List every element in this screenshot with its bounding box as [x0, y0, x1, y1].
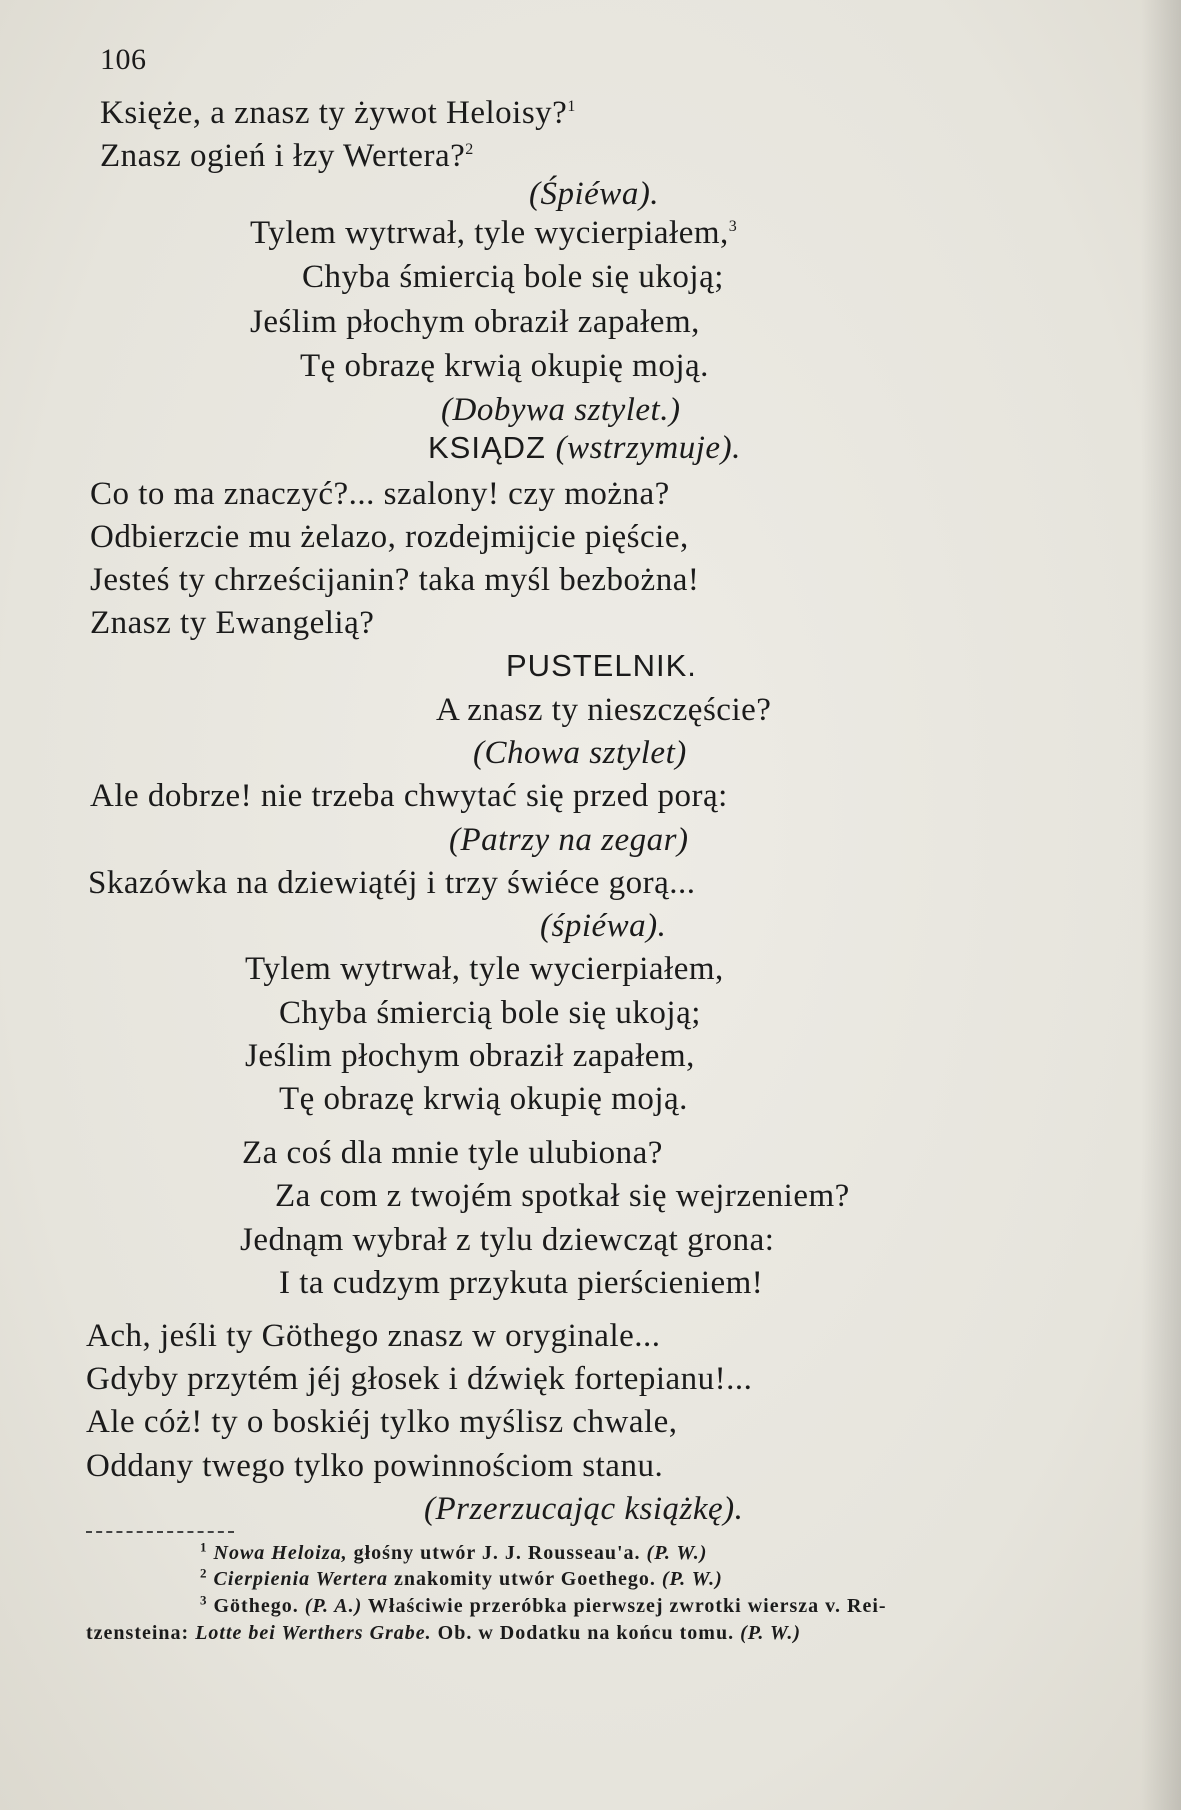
line-l22	[279, 993, 701, 1033]
text-run: (P. W.)	[661, 1568, 723, 1590]
line-l26	[275, 1176, 850, 1216]
text-run: (P. W.)	[740, 1622, 801, 1644]
text-run: A znasz ty nieszczęście?	[436, 692, 772, 728]
line-l12	[90, 560, 699, 600]
line-l18	[449, 820, 688, 860]
line-l16	[473, 733, 687, 773]
text-run: Księże, a znasz ty żywot Heloisy?	[100, 95, 568, 131]
text-run: (wstrzymuje).	[555, 430, 741, 466]
line-l31	[86, 1402, 678, 1442]
text-run: Tę obrazę krwią okupię moją.	[300, 348, 709, 384]
text-run: Jesteś ty chrześcijanin? taka myśl bezbożna!	[90, 562, 700, 598]
line-l17	[90, 776, 728, 816]
footnote-3	[200, 1594, 887, 1618]
line-l2	[100, 136, 474, 176]
line-l29	[86, 1316, 661, 1356]
text-run: znakomity utwór Goethego.	[387, 1568, 662, 1590]
text-run: Znasz ogień i łzy Wertera?	[100, 138, 466, 174]
text-run: Gdyby przytém jéj głosek i dźwięk fortepianu!...	[86, 1361, 753, 1397]
line-l11	[90, 517, 689, 557]
footnote-2	[200, 1567, 723, 1591]
line-l19	[88, 863, 696, 903]
line-l4	[250, 213, 737, 253]
line-l24	[279, 1079, 688, 1119]
line-l7	[300, 346, 709, 386]
footnote-marker: 2	[465, 141, 474, 158]
text-run: Jeślim płochym obraził zapałem,	[250, 304, 700, 340]
text-run: Co to ma znaczyć?... szalony! czy można?	[90, 476, 670, 512]
text-run: Chyba śmiercią bole się ukoją;	[302, 259, 724, 295]
text-run: Jeślim płochym obraził zapałem,	[245, 1038, 695, 1074]
text-run: Göthego.	[207, 1595, 305, 1617]
text-run: Tylem wytrwał, tyle wycierpiałem,	[250, 215, 729, 251]
line-l9	[428, 428, 741, 468]
text-run: Lotte bei Werthers Grabe.	[195, 1622, 432, 1644]
line-l28	[279, 1263, 763, 1303]
text-run: tzensteina:	[86, 1622, 196, 1644]
line-l3	[529, 174, 659, 214]
line-l25	[242, 1133, 663, 1173]
footnote-3-cont	[86, 1621, 801, 1645]
text-run: (P. A.)	[304, 1595, 363, 1617]
text-run: Właściwie przeróbka pierwszej zwrotki wiersza v. Rei-	[362, 1595, 887, 1617]
line-l32	[86, 1446, 663, 1486]
text-run: (śpiéwa).	[540, 908, 667, 944]
text-run: Ach, jeśli ty Göthego znasz w oryginale...	[86, 1318, 661, 1354]
footnote-marker: 2	[200, 1565, 208, 1581]
text-run: Jednąm wybrał z tylu dziewcząt grona:	[240, 1222, 775, 1258]
text-run: Oddany twego tylko powinnościom stanu.	[86, 1448, 664, 1484]
text-run: Za com z twojém spotkał się wejrzeniem?	[275, 1178, 850, 1214]
line-l23	[245, 1036, 695, 1076]
page-edge-shadow	[1141, 0, 1181, 1810]
text-run: Tylem wytrwał, tyle wycierpiałem,	[245, 951, 724, 987]
line-l15	[436, 690, 771, 730]
text-run: Skazówka na dziewiątéj i trzy świéce gorą...	[88, 865, 696, 901]
line-l8	[441, 390, 680, 430]
text-run: głośny utwór J. J. Rousseau'a.	[347, 1542, 647, 1564]
footnote-marker: 1	[567, 98, 576, 115]
text-run: (Patrzy na zegar)	[449, 822, 689, 858]
line-l20	[540, 906, 666, 946]
line-l33	[424, 1489, 743, 1529]
line-l30	[86, 1359, 752, 1399]
text-run: (Śpiéwa).	[529, 176, 660, 212]
text-run: Odbierzcie mu żelazo, rozdejmijcie pięście,	[90, 519, 689, 555]
text-run: KSIĄDZ	[428, 430, 556, 465]
text-run: Ob. w Dodatku na końcu tomu.	[431, 1622, 741, 1644]
text-run: PUSTELNIK.	[506, 648, 697, 683]
line-l10	[90, 474, 670, 514]
text-run: (Przerzucając książkę).	[424, 1491, 744, 1527]
text-run: Znasz ty Ewangelią?	[90, 605, 375, 641]
text-run: Cierpienia Wertera	[213, 1568, 388, 1590]
line-l5	[302, 257, 724, 297]
text-run: Ale cóż! ty o boskiéj tylko myślisz chwale,	[86, 1404, 678, 1440]
text-run: (Chowa sztylet)	[473, 735, 687, 771]
line-l14	[506, 646, 697, 686]
line-l1	[100, 93, 576, 133]
footnote-marker: 3	[728, 218, 738, 235]
line-l13	[90, 603, 374, 643]
page-number: 106	[100, 43, 147, 76]
text-run: Za coś dla mnie tyle ulubiona?	[242, 1135, 663, 1171]
text-run: (Dobywa sztylet.)	[441, 392, 681, 428]
footnote-rule	[86, 1531, 234, 1533]
text-run: Chyba śmiercią bole się ukoją;	[279, 995, 701, 1031]
footnote-marker: 3	[200, 1592, 208, 1608]
text-run: I ta cudzym przykuta pierścieniem!	[279, 1265, 764, 1301]
line-l27	[240, 1220, 774, 1260]
text-run: (P. W.)	[646, 1542, 708, 1564]
text-run: Nowa Heloiza,	[213, 1542, 348, 1564]
line-l6	[250, 302, 700, 342]
text-run: Tę obrazę krwią okupię moją.	[279, 1081, 688, 1117]
footnote-1	[200, 1541, 707, 1565]
line-l21	[245, 949, 724, 989]
footnote-marker: 1	[200, 1539, 208, 1555]
text-run: Ale dobrze! nie trzeba chwytać się przed porą:	[90, 778, 728, 814]
